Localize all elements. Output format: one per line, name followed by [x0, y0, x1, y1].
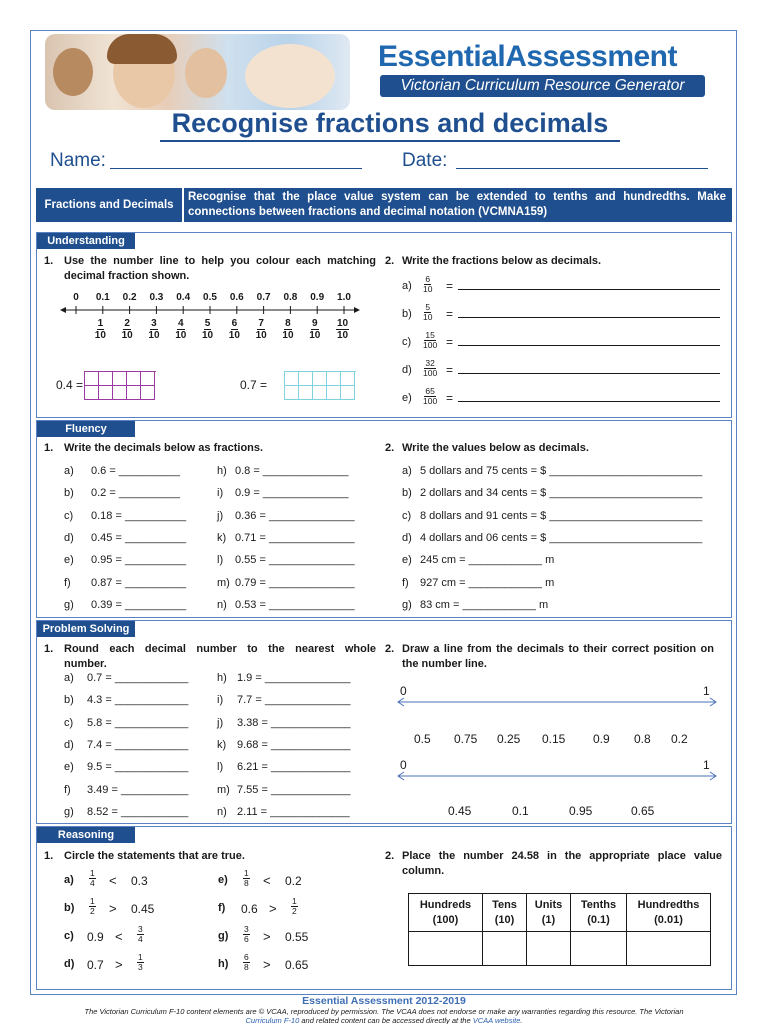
pv-col-name: Units: [534, 898, 563, 911]
grid-cell[interactable]: [299, 386, 313, 400]
p-q1-letter: k): [217, 738, 227, 751]
grid-cell[interactable]: [313, 386, 327, 400]
p-q1-letter: j): [217, 716, 224, 729]
p-q1-item[interactable]: 7.55 = _____________: [237, 783, 351, 796]
fraction-tick-4-numerator: 4: [177, 318, 184, 329]
grid-cell[interactable]: [327, 386, 341, 400]
u-q2-equals: =: [446, 279, 454, 293]
u-q2-answer-line[interactable]: [458, 289, 720, 290]
f-q1-item[interactable]: 0.8 = ______________: [235, 465, 349, 477]
pv-header-units: [527, 894, 571, 932]
name-label: Name:: [50, 150, 106, 171]
u-q2-letter: a): [402, 280, 412, 292]
u-q2-equals: =: [446, 363, 454, 377]
r-q1-statement-0[interactable]: [60, 867, 170, 893]
draw-number-line-2[interactable]: [396, 770, 718, 782]
p-q1-item[interactable]: 4.3 = ____________: [87, 694, 189, 707]
pv-col-value: (1): [541, 913, 556, 926]
p-q1-letter: a): [64, 672, 74, 684]
p-q1-letter: c): [64, 716, 74, 729]
p-q1-letter: l): [217, 761, 224, 774]
r-q1-number: 1.: [44, 850, 54, 862]
decimal-tick-6: 0.6: [229, 292, 244, 303]
r-q1-statement-7[interactable]: [214, 951, 324, 977]
pv-header-tenths: [571, 894, 627, 932]
r-q2-number: 2.: [385, 850, 395, 862]
grid-cell[interactable]: [99, 386, 113, 400]
r-q1-fraction-4-numerator: 1: [244, 868, 249, 878]
f-q1-letter: b): [64, 487, 74, 500]
fraction-tick-6: [229, 318, 240, 341]
fraction-tick-9: [309, 318, 320, 341]
f-q1-text: Write the decimals below as fractions.: [64, 442, 264, 454]
f-q1-item[interactable]: 0.36 = ______________: [235, 509, 355, 522]
r-q1-operator: <: [115, 929, 123, 944]
r-q1-fraction-7-denominator: 8: [244, 962, 249, 972]
fraction-tick-5-denominator: 10: [202, 330, 214, 341]
f-q2-item[interactable]: 245 cm = ____________ m: [420, 554, 555, 567]
r-q2-text-1: Place the number 24.58 in the appropriate place value: [402, 850, 722, 862]
name-field[interactable]: [110, 168, 362, 169]
pv-col-name: Tens: [492, 898, 517, 911]
tenths-grid-a[interactable]: [84, 371, 156, 400]
grid-b-label: 0.7 =: [240, 378, 268, 392]
fraction-tick-5-numerator: 5: [204, 318, 211, 329]
pv-cell-units[interactable]: [527, 932, 571, 966]
r-q1-fraction-3-denominator: 3: [138, 962, 143, 972]
f-q1-item[interactable]: 0.71 = ______________: [235, 531, 355, 544]
f-q2-letter: d): [402, 531, 412, 544]
u-q2-fraction-1: [423, 303, 432, 322]
decimal-tick-8: 0.8: [283, 292, 298, 303]
r-q1-fraction-6-numerator: 3: [244, 924, 249, 934]
pv-col-value: (0.1): [587, 913, 610, 926]
tenths-grid-b[interactable]: [284, 371, 356, 400]
footer-disclaimer: The Victorian Curriculum F-10 content elements are © VCAA, reproduced by permission. The VCAA does not endorse or make any warranties regarding this resource. The Victorian: [84, 1007, 684, 1016]
r-q1-operator: >: [109, 901, 117, 916]
r-q1-value: 0.65: [285, 958, 309, 972]
f-q1-letter: g): [64, 598, 74, 611]
f-q1-item[interactable]: 0.87 = __________: [91, 576, 187, 589]
decimal-to-place[interactable]: 0.1: [512, 804, 529, 818]
fraction-tick-4: [175, 318, 186, 341]
u-q1-text-2: decimal fraction shown.: [64, 270, 190, 282]
p-q1-item[interactable]: 9.68 = _____________: [237, 738, 351, 751]
u-q2-equals: =: [446, 335, 454, 349]
r-q1-letter: d): [64, 958, 75, 970]
line2-start-label: 0: [400, 758, 407, 772]
r-q1-fraction-4-denominator: 8: [244, 878, 249, 888]
r-q1-value: 0.9: [87, 930, 104, 944]
f-q1-letter: h): [217, 465, 227, 477]
grid-cell[interactable]: [341, 386, 355, 400]
p-q1-number: 1.: [44, 643, 54, 655]
brand-subtitle: Victorian Curriculum Resource Generator: [380, 75, 705, 97]
decimal-tick-9: 0.9: [310, 292, 325, 303]
fraction-tick-8: [282, 318, 293, 341]
u-q2-fraction-1-denominator: 10: [423, 312, 433, 322]
f-q2-item[interactable]: 4 dollars and 06 cents = $ _________________________: [420, 531, 703, 544]
decimal-tick-3: 0.3: [149, 292, 164, 303]
f-q1-letter: a): [64, 465, 74, 477]
pv-header-hundreds: [409, 894, 483, 932]
u-q1-number: 1.: [44, 255, 54, 267]
fraction-tick-2-numerator: 2: [124, 318, 130, 329]
u-q1-text-1: Use the number line to help you colour each matching: [64, 255, 376, 267]
decimal-to-place[interactable]: 0.15: [542, 732, 566, 746]
f-q1-letter: f): [64, 576, 71, 589]
fraction-tick-2-denominator: 10: [121, 330, 133, 341]
understanding-tag: Understanding: [37, 233, 135, 249]
u-q2-letter: d): [402, 364, 412, 376]
problem-solving-tag: Problem Solving: [37, 621, 135, 637]
u-q2-fraction-4: [423, 387, 437, 406]
grid-cell[interactable]: [85, 372, 99, 386]
grid-cell[interactable]: [113, 386, 127, 400]
u-q2-fraction-0: [423, 275, 432, 294]
r-q1-statement-3[interactable]: [60, 951, 170, 977]
p-q1-item[interactable]: 6.21 = _____________: [237, 761, 351, 774]
pv-header-tens: [483, 894, 527, 932]
fraction-tick-7: [256, 318, 267, 341]
r-q1-fraction-1-numerator: 1: [90, 896, 95, 906]
f-q2-letter: e): [402, 554, 412, 567]
brand-logo: EssentialAssessment: [378, 40, 677, 73]
f-q2-item[interactable]: 8 dollars and 91 cents = $ _________________________: [420, 509, 703, 522]
u-q2-fraction-4-numerator: 65: [425, 386, 435, 396]
f-q1-item[interactable]: 0.53 = ______________: [235, 598, 355, 611]
fraction-tick-7-numerator: 7: [258, 318, 264, 329]
p-q2-number: 2.: [385, 643, 395, 655]
grid-cell[interactable]: [141, 372, 155, 386]
u-q2-letter: b): [402, 308, 412, 320]
r-q1-value: 0.45: [131, 902, 155, 916]
f-q1-item[interactable]: 0.9 = ______________: [235, 487, 349, 500]
p-q1-item[interactable]: 3.49 = ___________: [87, 783, 189, 796]
f-q1-letter: l): [217, 554, 224, 567]
r-q1-operator: >: [263, 957, 271, 972]
grid-cell[interactable]: [341, 372, 355, 386]
grid-cell[interactable]: [327, 372, 341, 386]
r-q1-letter: e): [218, 874, 228, 886]
grid-cell[interactable]: [313, 372, 327, 386]
u-q2-fraction-2-numerator: 15: [425, 330, 435, 340]
grid-cell[interactable]: [285, 372, 299, 386]
u-q2-fraction-0-denominator: 10: [423, 284, 433, 294]
p-q1-item[interactable]: 7.4 = ____________: [87, 738, 189, 751]
grid-cell[interactable]: [99, 372, 113, 386]
r-q1-letter: h): [218, 958, 229, 970]
line2-end-label: 1: [703, 758, 710, 772]
header-photo: [45, 34, 350, 110]
p-q1-item[interactable]: 7.7 = ______________: [237, 694, 351, 707]
r-q1-operator: >: [263, 929, 271, 944]
strand-description: Recognise that the place value system can be extended to tenths and hundredths. Make connections between fractions and decimal notation (VCMNA159): [188, 191, 726, 218]
f-q2-letter: c): [402, 509, 412, 522]
f-q2-letter: b): [402, 487, 412, 500]
f-q1-letter: d): [64, 531, 74, 544]
decimal-to-place[interactable]: 0.9: [593, 732, 610, 746]
fluency-tag: Fluency: [37, 421, 135, 437]
decimal-tick-10: 1.0: [337, 292, 351, 303]
u-q2-equals: =: [446, 391, 454, 405]
u-q2-letter: e): [402, 392, 412, 404]
number-line: [60, 304, 360, 318]
grid-cell[interactable]: [113, 372, 127, 386]
r-q1-fraction-6-denominator: 6: [244, 934, 249, 944]
f-q1-item[interactable]: 0.6 = __________: [91, 465, 181, 477]
f-q2-item[interactable]: 5 dollars and 75 cents = $ _________________________: [420, 465, 703, 477]
grid-cell[interactable]: [141, 386, 155, 400]
fraction-tick-7-denominator: 10: [255, 330, 267, 341]
decimal-to-place[interactable]: 0.5: [414, 732, 431, 746]
r-q1-statement-5[interactable]: [214, 895, 324, 921]
pv-col-name: Hundreds: [419, 898, 472, 911]
r-q1-fraction-1-denominator: 2: [90, 906, 95, 916]
pv-cell-tens[interactable]: [483, 932, 527, 966]
r-q1-value: 0.6: [241, 902, 258, 916]
line1-end-label: 1: [703, 684, 710, 698]
decimal-tick-0: 0: [73, 292, 79, 303]
r-q1-letter: f): [218, 902, 226, 914]
grid-cell[interactable]: [285, 386, 299, 400]
p-q1-letter: i): [217, 694, 224, 707]
f-q2-letter: g): [402, 598, 412, 611]
p-q1-letter: e): [64, 761, 74, 774]
grid-a-label: 0.4 =: [56, 378, 84, 392]
p-q1-item[interactable]: 9.5 = ____________: [87, 761, 189, 774]
line1-start-label: 0: [400, 684, 407, 698]
grid-cell[interactable]: [85, 386, 99, 400]
r-q1-value: 0.7: [87, 958, 104, 972]
p-q1-item[interactable]: 8.52 = ___________: [87, 805, 189, 818]
r-q1-fraction-5-numerator: 1: [292, 896, 297, 906]
p-q2-text-1: Draw a line from the decimals to their correct position on: [402, 643, 714, 655]
p-q2-text-2: the number line.: [402, 658, 487, 670]
f-q2-item[interactable]: 927 cm = ____________ m: [420, 576, 555, 589]
r-q1-operator: >: [269, 901, 277, 916]
footer-link-text: and related content can be accessed directly at the: [299, 1016, 473, 1024]
u-q2-letter: c): [402, 336, 412, 348]
fraction-tick-3-denominator: 10: [148, 330, 160, 341]
f-q1-item[interactable]: 0.2 = __________: [91, 487, 181, 500]
fraction-tick-6-denominator: 10: [228, 330, 240, 341]
r-q1-fraction-5-denominator: 2: [292, 906, 297, 916]
strand-label: Fractions and Decimals: [36, 188, 184, 222]
f-q1-item[interactable]: 0.95 = __________: [91, 554, 187, 567]
pv-cell-hundreds[interactable]: [409, 932, 483, 966]
r-q1-value: 0.3: [131, 874, 148, 888]
decimal-to-place[interactable]: 0.45: [448, 804, 472, 818]
r-q1-statement-6[interactable]: [214, 923, 324, 949]
fraction-tick-8-numerator: 8: [285, 318, 291, 329]
fraction-tick-10-numerator: 10: [337, 318, 349, 329]
vcaa-website-link[interactable]: VCAA website: [472, 1016, 521, 1024]
f-q1-item[interactable]: 0.45 = __________: [91, 531, 187, 544]
fraction-tick-1-denominator: 10: [94, 330, 106, 341]
p-q1-item[interactable]: 3.38 = _____________: [237, 716, 351, 729]
grid-cell[interactable]: [127, 386, 141, 400]
fraction-tick-3-numerator: 3: [151, 318, 157, 329]
p-q1-letter: d): [64, 738, 74, 751]
decimal-to-place[interactable]: 0.65: [631, 804, 655, 818]
decimal-to-place[interactable]: 0.25: [497, 732, 521, 746]
place-value-table: [408, 893, 711, 966]
f-q1-item[interactable]: 0.39 = __________: [91, 598, 187, 611]
f-q1-letter: n): [217, 598, 227, 611]
pv-col-value: (100): [432, 913, 459, 926]
fraction-tick-5: [202, 318, 213, 341]
decimal-tick-4: 0.4: [176, 292, 191, 303]
r-q1-operator: <: [263, 873, 271, 888]
p-q1-text-2: number.: [64, 658, 107, 670]
p-q1-item[interactable]: 0.7 = ____________: [87, 672, 189, 684]
r-q1-statement-1[interactable]: [60, 895, 170, 921]
u-q2-answer-line[interactable]: [458, 401, 720, 402]
decimal-to-place[interactable]: 0.8: [634, 732, 651, 746]
u-q2-fraction-2-denominator: 100: [423, 340, 438, 350]
u-q2-answer-line[interactable]: [458, 345, 720, 346]
r-q1-fraction-2-numerator: 3: [138, 924, 143, 934]
pv-col-value: (10): [494, 913, 515, 926]
p-q1-item[interactable]: 5.8 = ____________: [87, 716, 189, 729]
grid-cell[interactable]: [127, 372, 141, 386]
r-q1-operator: <: [109, 873, 117, 888]
reasoning-tag: Reasoning: [37, 827, 135, 843]
r-q1-fraction-2-denominator: 4: [138, 934, 143, 944]
p-q1-letter: h): [217, 672, 227, 684]
draw-number-line-1[interactable]: [396, 696, 718, 708]
decimal-to-place[interactable]: 0.95: [569, 804, 593, 818]
decimal-tick-1: 0.1: [95, 292, 110, 303]
r-q1-value: 0.2: [285, 874, 302, 888]
u-q2-fraction-3-denominator: 100: [423, 368, 438, 378]
r-q1-statement-4[interactable]: [214, 867, 324, 893]
r-q1-letter: a): [64, 874, 74, 886]
fraction-tick-10-denominator: 10: [337, 330, 349, 341]
curriculum-banner: [36, 188, 732, 222]
fraction-tick-6-numerator: 6: [231, 318, 238, 329]
r-q1-value: 0.55: [285, 930, 309, 944]
f-q1-letter: k): [217, 531, 227, 544]
fraction-tick-9-denominator: 10: [309, 330, 321, 341]
u-q2-answer-line[interactable]: [458, 373, 720, 374]
fraction-tick-1: [95, 318, 106, 341]
date-field[interactable]: [456, 168, 708, 169]
pv-header-hundredths: [627, 894, 711, 932]
decimal-tick-2: 0.2: [122, 292, 137, 303]
u-q2-text: Write the fractions below as decimals.: [402, 255, 602, 267]
f-q1-letter: i): [217, 487, 224, 500]
fraction-tick-10: [336, 318, 349, 341]
fraction-tick-8-denominator: 10: [282, 330, 294, 341]
curriculum-link[interactable]: Curriculum F-10: [245, 1016, 300, 1024]
f-q1-item[interactable]: 0.79 = ______________: [235, 576, 355, 589]
decimal-to-place[interactable]: 0.75: [454, 732, 478, 746]
pv-col-name: Tenths: [580, 898, 617, 911]
f-q1-item[interactable]: 0.55 = ______________: [235, 554, 355, 567]
fraction-tick-3: [148, 318, 159, 341]
r-q1-fraction-3-numerator: 1: [138, 952, 143, 962]
f-q2-item[interactable]: 2 dollars and 34 cents = $ _________________________: [420, 487, 703, 500]
r-q1-fraction-0-denominator: 4: [90, 878, 95, 888]
p-q1-item[interactable]: 2.11 = _____________: [237, 805, 350, 818]
f-q1-letter: j): [217, 509, 224, 522]
f-q1-item[interactable]: 0.18 = __________: [91, 509, 187, 522]
p-q1-letter: b): [64, 694, 74, 707]
decimal-tick-7: 0.7: [256, 292, 271, 303]
f-q1-number: 1.: [44, 442, 54, 454]
r-q1-letter: g): [218, 930, 229, 942]
u-q2-fraction-0-numerator: 6: [425, 274, 431, 284]
f-q1-letter: m): [217, 576, 230, 589]
f-q2-letter: a): [402, 465, 412, 477]
r-q1-letter: c): [64, 930, 74, 942]
decimal-to-place[interactable]: 0.2: [671, 732, 688, 746]
p-q1-item[interactable]: 1.9 = ______________: [237, 672, 351, 684]
p-q1-letter: g): [64, 805, 74, 818]
r-q1-operator: >: [115, 957, 123, 972]
p-q1-text-1: Round each decimal number to the nearest whole: [64, 643, 376, 655]
u-q2-equals: =: [446, 307, 454, 321]
p-q1-letter: n): [217, 805, 227, 818]
r-q2-text-2: column.: [402, 865, 445, 877]
fraction-tick-1-numerator: 1: [97, 318, 104, 329]
fraction-tick-9-numerator: 9: [311, 318, 318, 329]
p-q1-letter: f): [64, 783, 71, 796]
f-q1-letter: e): [64, 554, 74, 567]
footer-period: .: [520, 1016, 523, 1024]
pv-col-value: (0.01): [654, 913, 683, 926]
pv-col-name: Hundredths: [637, 898, 700, 911]
decimal-tick-5: 0.5: [203, 292, 217, 303]
footer-copyright: Essential Assessment 2012-2019: [302, 995, 466, 1007]
fraction-tick-2: [122, 318, 133, 341]
u-q2-fraction-3: [423, 359, 437, 378]
u-q2-fraction-1-numerator: 5: [425, 302, 431, 312]
fraction-tick-4-denominator: 10: [175, 330, 187, 341]
r-q1-fraction-7-numerator: 6: [244, 952, 249, 962]
footer-links: [0, 1016, 768, 1024]
f-q2-letter: f): [402, 576, 409, 589]
date-label: Date:: [402, 150, 448, 171]
f-q2-text: Write the values below as decimals.: [402, 442, 589, 454]
u-q2-answer-line[interactable]: [458, 317, 720, 318]
r-q1-statement-2[interactable]: [60, 923, 170, 949]
pv-cell-tenths[interactable]: [571, 932, 627, 966]
pv-cell-hundredths[interactable]: [627, 932, 711, 966]
f-q2-number: 2.: [385, 442, 395, 454]
f-q1-letter: c): [64, 509, 74, 522]
grid-cell[interactable]: [299, 372, 313, 386]
r-q1-text: Circle the statements that are true.: [64, 850, 245, 862]
f-q2-item[interactable]: 83 cm = ____________ m: [420, 598, 549, 611]
u-q2-fraction-3-numerator: 32: [425, 358, 435, 368]
u-q2-number: 2.: [385, 255, 395, 267]
p-q1-letter: m): [217, 783, 230, 796]
u-q2-fraction-2: [423, 331, 437, 350]
u-q2-fraction-4-denominator: 100: [423, 396, 438, 406]
page-title: Recognise fractions and decimals: [160, 108, 620, 142]
r-q1-letter: b): [64, 902, 75, 914]
r-q1-fraction-0-numerator: 1: [90, 868, 95, 878]
